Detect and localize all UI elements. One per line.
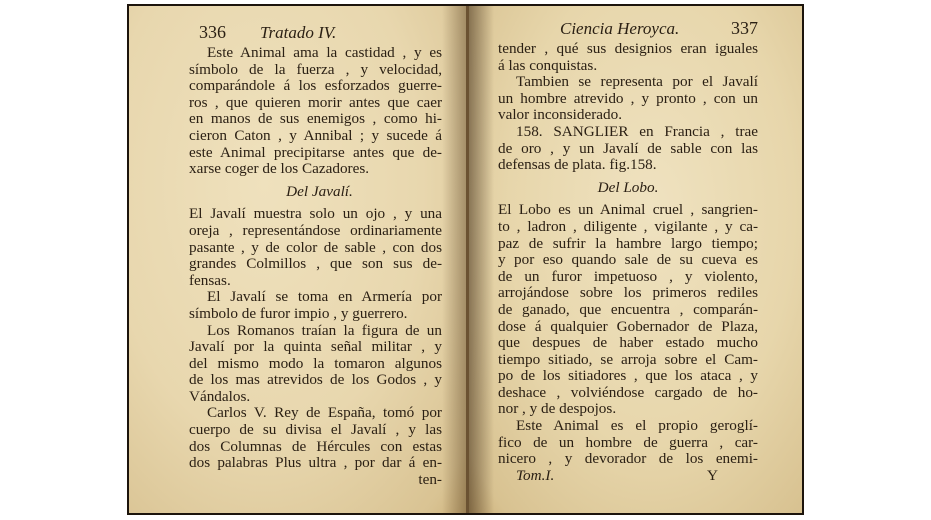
text-line: xarse coger de los Cazadores.	[189, 160, 370, 178]
text-line: deshace , volviéndose cargado de ho-	[498, 383, 758, 401]
text-line: que despues de haber estado mucho	[498, 334, 758, 352]
running-title: Tratado IV.	[260, 23, 337, 42]
text-line: Carlos V. Rey de España, tomó por	[207, 404, 442, 422]
text-line: arrojándose sobre los primeros rediles	[498, 284, 758, 302]
page-number: 337	[731, 18, 758, 38]
signature-mark: Y	[707, 466, 718, 484]
text-line: fensas.	[189, 271, 231, 289]
paragraph	[189, 45, 442, 178]
text-line: El Javalí se toma en Armería por	[207, 288, 442, 306]
left-page	[129, 6, 468, 513]
book-spread	[127, 4, 804, 515]
page-footer	[498, 468, 758, 485]
text-line: grandes Colmillos , que son sus de-	[189, 255, 442, 273]
paragraph	[189, 323, 442, 406]
text-line: en manos de sus enemigos , como hi-	[189, 110, 442, 128]
text-line: 158. SANGLIER en Francia , trae	[516, 122, 758, 140]
text-line: símbolo de furor impio , y guerrero.	[189, 304, 408, 322]
text-line: valor inconsiderado.	[498, 106, 622, 124]
paragraph	[189, 405, 442, 488]
page-number: 336	[199, 22, 226, 42]
text-line: á las conquistas.	[498, 56, 598, 74]
text-line: dos palabras Plus ultra , por dar á en-	[189, 454, 442, 472]
gutter-shadow-right	[468, 6, 494, 513]
text-line: de un furor impetuoso , y violento,	[498, 267, 758, 285]
text-line: del mismo modo la tomaron algunos	[189, 354, 442, 372]
paragraph	[189, 289, 442, 322]
paragraph	[498, 202, 758, 418]
text-line: paz de sufrir la hambre largo tiempo;	[498, 234, 758, 252]
running-title: Ciencia Heroyca.	[560, 19, 680, 38]
paragraph	[498, 74, 758, 124]
section-heading: Del Javalí.	[286, 182, 353, 200]
text-line: un hombre atrevido , y pronto , con un	[498, 89, 758, 107]
section-heading: Del Lobo.	[597, 178, 659, 196]
text-line: Vándalos.	[189, 387, 251, 405]
text-line: de oro , y un Javalí de sable con las	[498, 139, 758, 157]
text-line: de los mas atrevidos de los Godos , y	[189, 371, 442, 389]
text-line: oreja , representándose ordinariamente	[189, 221, 442, 239]
text-line: comparándole á los esforzados guerre-	[189, 77, 442, 95]
gutter-shadow-left	[442, 6, 468, 513]
text-line: El Javalí muestra solo un ojo , y una	[189, 205, 442, 223]
text-line: to , ladron , diligente , vigilante , y ca-	[498, 217, 758, 235]
text-line: defensas de plata. fig.158.	[498, 156, 657, 174]
running-head	[189, 22, 442, 43]
paragraph	[498, 124, 758, 174]
text-line: Este Animal es el propio geroglí-	[516, 417, 758, 435]
text-line: Tambien se representa por el Javalí	[516, 73, 758, 91]
text-line: símbolo de la fuerza , y velocidad,	[189, 60, 442, 78]
text-line: pasante , y de color de sable , con dos	[189, 238, 442, 256]
text-line: este Animal precipitarse antes que de-	[189, 143, 442, 161]
text-line: nicero , y devorador de los enemi-	[498, 450, 758, 468]
text-line: dos Columnas de Hércules con estas	[189, 437, 442, 455]
text-line: cieron Caton , y Annibal ; y sucede á	[189, 126, 442, 144]
text-line: ros , que quieren morir antes que caer	[189, 93, 442, 111]
paragraph	[498, 418, 758, 468]
paragraph	[498, 41, 758, 74]
text-line: tender , qué sus designios eran iguales	[498, 40, 758, 57]
catchword: ten-	[418, 470, 442, 488]
text-line: El Lobo es un Animal cruel , sangrien-	[498, 201, 758, 219]
text-line: cuerpo de su divisa el Javalí , y las	[189, 421, 442, 439]
volume-mark: Tom.I.	[516, 466, 555, 484]
text-line: tiempo sitiado, se arroja sobre el Cam-	[498, 350, 758, 368]
text-line: fico de un hombre de guerra , car-	[498, 433, 758, 451]
text-line: po de los sitiadores , que los ataca , y	[498, 367, 758, 385]
text-line: nor , y de despojos.	[498, 400, 617, 418]
text-line: dose á qualquier Gobernador de Plaza,	[498, 317, 758, 335]
text-line: Este Animal ama la castidad , y es	[207, 44, 442, 61]
text-line: y por eso quando sale de su cueva es	[498, 251, 758, 269]
running-head	[498, 18, 758, 39]
book-spine	[466, 6, 469, 513]
paragraph	[189, 206, 442, 289]
right-page	[468, 6, 802, 513]
text-line: Javalí por la quinta señal militar , y	[189, 338, 442, 356]
text-line: de ganado, que encuentra , comparán-	[498, 300, 758, 318]
text-line: Los Romanos traían la figura de un	[207, 321, 442, 339]
